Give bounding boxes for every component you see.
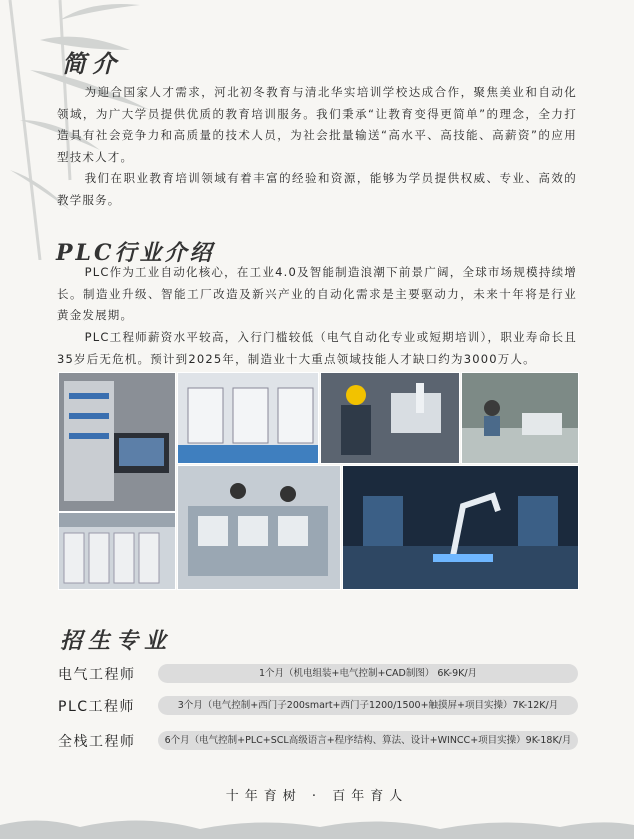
photo-students-lab [461, 372, 579, 464]
intro-paragraph-1: 为迎合国家人才需求，河北初冬教育与清北华实培训学校达成合作，聚焦美业和自动化领域，为广大学员提供优质的教育培训服务。我们秉承“让教育变得更简单”的理念，全力打造具有社会竞争力和高质量的技术人员，为社会批量输送“高水平、高技能、高薪资”的应用型技术人才。 [57, 85, 577, 164]
photo-training-benches [177, 372, 319, 464]
industry-paragraph-1: PLC作为工业自动化核心，在工业4.0及智能制造浪潮下前景广阔，全球市场规模持续增长。制造业升级、智能工厂改造及新兴产业的自动化需求是主要驱动力，未来十年将是行业黄金发展期。 [57, 265, 577, 322]
majors-heading: 招生专业 [60, 628, 173, 654]
photo-workshop-line [58, 512, 176, 590]
industry-paragraph-2: PLC工程师薪资水平较高，入行门槛较低（电气自动化专业或短期培训），职业寿命长且35岁后无危机。预计到2025年，制造业十大重点领域技能人才缺口约为3000万人。 [57, 330, 577, 366]
photo-smart-factory [342, 465, 579, 590]
major-row-plc [58, 694, 578, 718]
grass-decoration [0, 805, 634, 839]
major-name: 电气工程师 [58, 667, 136, 683]
slogan: 十年育树 · 百年育人 [225, 789, 409, 804]
intro-heading: 简介 [62, 49, 122, 78]
major-name: PLC工程师 [58, 699, 136, 715]
intro-paragraph-2: 我们在职业教育培训领域有着丰富的经验和资源，能够为学员提供权威、专业、高效的教学服务。 [57, 171, 577, 207]
photo-automation-training [177, 465, 341, 590]
major-detail: 1个月（机电组装+电气控制+CAD制图） 6K-9K/月 [158, 664, 578, 683]
photo-engineer-robot [320, 372, 460, 464]
major-detail: 6个月（电气控制+PLC+SCL高级语言+程序结构、算法、设计+WINCC+项目实操）9K-18K/月 [158, 731, 578, 750]
major-row-electrical [58, 662, 578, 686]
major-detail: 3个月（电气控制+西门子200smart+西门子1200/1500+触摸屏+项目实操）7K-12K/月 [158, 696, 578, 715]
industry-heading: PLC行业介绍 [56, 240, 215, 266]
photo-electrical-cabinet [58, 372, 176, 512]
major-row-fullstack [58, 729, 578, 753]
major-name: 全栈工程师 [58, 734, 136, 750]
